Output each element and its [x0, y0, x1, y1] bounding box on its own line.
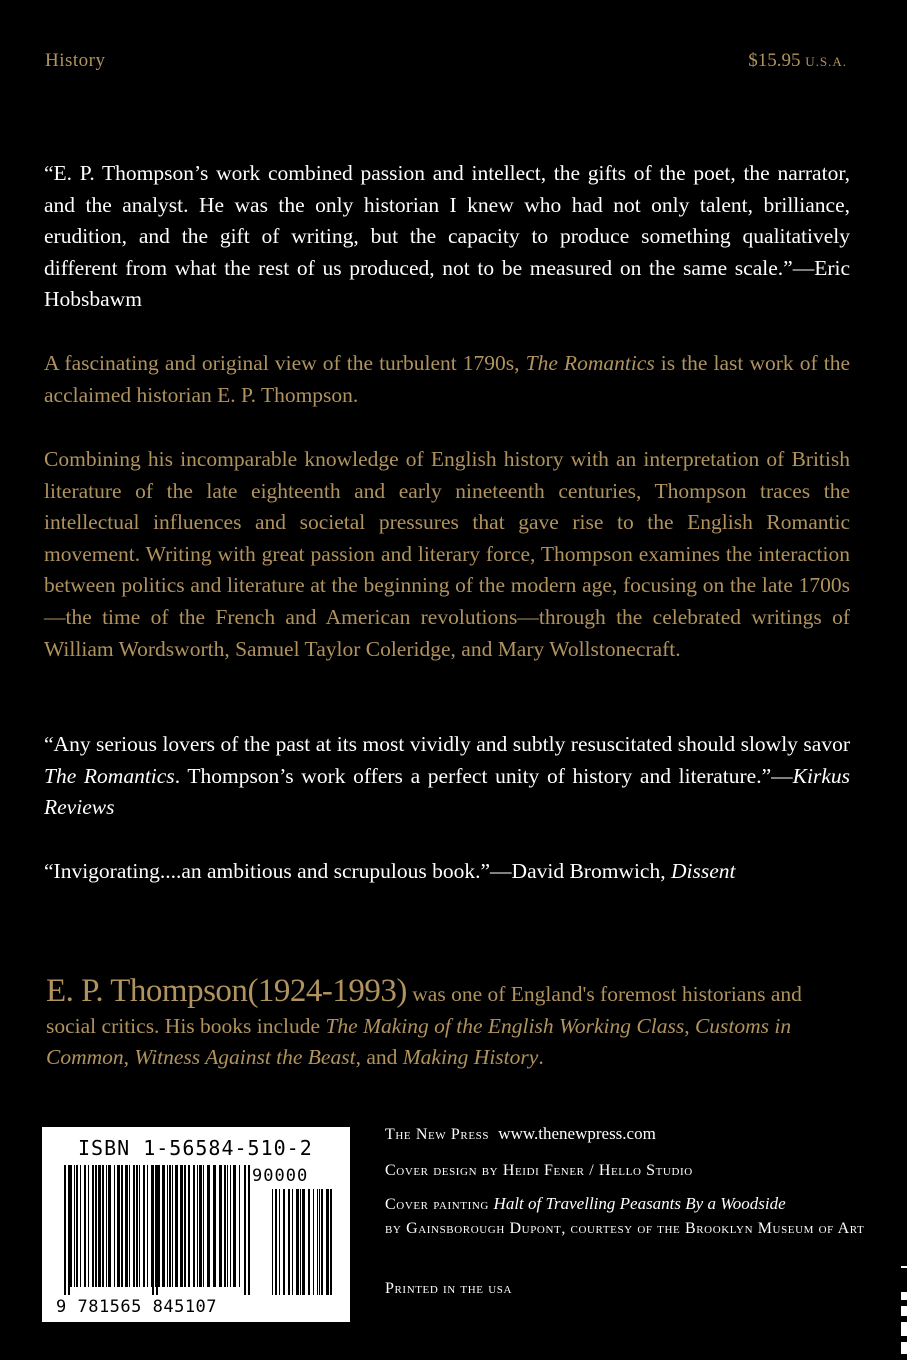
- author-book-1: The Making of the English Working Class: [325, 1013, 685, 1038]
- barcode-guard-bar: [156, 1165, 158, 1295]
- description-intro: [44, 348, 850, 411]
- barcode-bar: [288, 1189, 290, 1295]
- barcode-bar: [326, 1189, 329, 1295]
- book-title: The Romantics: [525, 351, 655, 375]
- barcode-bar: [167, 1165, 168, 1287]
- kirkus-book-title: The Romantics: [44, 763, 175, 788]
- barcode-bar: [139, 1165, 140, 1287]
- barcode-bar: [80, 1165, 81, 1287]
- barcode-bar: [76, 1165, 78, 1287]
- kirkus-quote-after: . Thompson’s work offers a perfect unity of history and literature.”—: [174, 763, 793, 788]
- barcode-bar: [106, 1165, 107, 1287]
- barcode-bar: [169, 1165, 171, 1287]
- barcode-bar: [143, 1165, 145, 1287]
- author-name: E. P. Thompson: [46, 973, 248, 1009]
- barcode-box: [42, 1127, 350, 1322]
- barcode-bar: [188, 1165, 190, 1287]
- hobsbawm-quote: “E. P. Thompson’s work combined passion and intellect, the gifts of the poet, the narrator, and the analyst. He was the only historian I knew who had not only talent, brilliance, erudition, and the gift of writing, but the capacity to produce something qualitatively different from what the rest of us produced, not to be measured on the same scale.”—Eric Hobsbawm: [44, 161, 850, 312]
- barcode-bar: [199, 1165, 202, 1287]
- kirkus-source: Kirkus Reviews: [44, 763, 850, 820]
- barcode-bar: [317, 1189, 318, 1295]
- barcode-guard-bar: [248, 1165, 250, 1295]
- barcode-bar: [114, 1165, 115, 1287]
- barcode-bar: [283, 1189, 285, 1295]
- dissent-quote-text: “Invigorating....an ambitious and scrupulous book.”—David Bromwich,: [44, 859, 671, 883]
- barcode-bar: [158, 1165, 160, 1287]
- barcode-bar: [230, 1165, 231, 1287]
- description-intro-after: is the last work of the acclaimed historian E. P. Thompson.: [44, 351, 850, 407]
- barcode-bar: [313, 1189, 314, 1295]
- barcode-bar: [279, 1189, 280, 1295]
- spine-edge-marks: [899, 1262, 907, 1360]
- author-dates: (1924-1993): [247, 973, 407, 1009]
- barcode-bar: [70, 1165, 72, 1287]
- barcode-guard-bar: [244, 1165, 246, 1295]
- barcode-guard-bar: [68, 1165, 70, 1295]
- barcode-bar: [227, 1165, 228, 1287]
- barcode-bar: [136, 1165, 138, 1287]
- barcode-bar: [74, 1165, 75, 1287]
- barcode-guard-bar: [64, 1165, 66, 1295]
- description-intro-before: A fascinating and original view of the turbulent 1790s,: [44, 351, 526, 375]
- price-value: $15.95: [748, 50, 801, 71]
- barcode-bar: [175, 1165, 178, 1287]
- barcode-bar: [239, 1165, 240, 1287]
- barcode-bar: [147, 1165, 148, 1287]
- addon-number: 90000: [252, 1166, 309, 1186]
- barcode-bar: [308, 1189, 310, 1295]
- description-body: Combining his incomparable knowledge of English history with an interpretation of British literature of the late eighteenth and early nineteenth centuries, Thompson traces the intellectual influences and societal pressures that gave rise to the English Romantic movement. Writing with great passion and literary force, Thompson examines the interaction between politics and literature at the beginning of the modern age, focusing on the late 1700s—the time of the French and American revolutions—through the celebrated writings of William Wordsworth, Samuel Taylor Coleridge, and Mary Wollstonecraft.: [44, 447, 850, 661]
- dissent-quote: [44, 856, 850, 888]
- barcode-bar: [125, 1165, 128, 1287]
- kirkus-quote: [44, 729, 850, 824]
- painting-label: Cover painting: [385, 1196, 494, 1213]
- publisher-credit: [385, 1122, 656, 1147]
- barcode-bar: [162, 1165, 165, 1287]
- barcode-bar: [203, 1165, 204, 1287]
- barcode-bar: [102, 1165, 104, 1287]
- author-end: .: [538, 1045, 544, 1070]
- design-credit: Cover design by Heidi Fener / Hello Studio: [385, 1162, 693, 1179]
- barcode-bar: [197, 1165, 198, 1287]
- category-label: History: [45, 50, 106, 71]
- barcode-bar: [108, 1165, 111, 1287]
- barcode-bar: [330, 1189, 332, 1295]
- barcode-bar: [129, 1165, 130, 1287]
- barcode-bar: [219, 1165, 222, 1287]
- publisher-website: www.thenewpress.com: [498, 1124, 656, 1143]
- barcode-bar: [180, 1165, 183, 1287]
- barcode-bar: [319, 1189, 320, 1295]
- author-sep-3: , and: [355, 1045, 403, 1070]
- barcode-bar: [302, 1189, 305, 1295]
- barcode-bar: [233, 1165, 236, 1287]
- barcode-bar: [98, 1165, 101, 1287]
- barcode-bar: [213, 1165, 216, 1287]
- barcode-bar: [275, 1189, 277, 1295]
- barcode-bar: [88, 1165, 89, 1287]
- painting-credit: [385, 1192, 864, 1241]
- barcode-bar: [95, 1165, 97, 1287]
- dissent-source: Dissent: [670, 859, 736, 883]
- isbn-text: ISBN 1-56584-510-2: [78, 1136, 313, 1160]
- barcode-bar: [193, 1165, 195, 1287]
- barcode-bar: [292, 1189, 293, 1295]
- barcode-bar: [224, 1165, 226, 1287]
- publisher-name: The New Press: [385, 1126, 490, 1143]
- barcode-bar: [172, 1165, 173, 1287]
- author-intro: was one of England's foremost historians and social critics. His books include: [46, 982, 802, 1038]
- barcode-bar: [121, 1165, 123, 1287]
- painting-title: Halt of Travelling Peasants By a Woodside: [493, 1194, 786, 1213]
- barcode-bar: [117, 1165, 120, 1287]
- barcode-bar: [321, 1189, 323, 1295]
- kirkus-quote-before: “Any serious lovers of the past at its most vividly and subtly resuscitated should slowly savor: [44, 732, 850, 756]
- barcode-bar: [207, 1165, 210, 1287]
- painting-attribution: by Gainsborough Dupont, courtesy of the Brooklyn Museum of Art: [385, 1220, 865, 1237]
- author-bio: [46, 973, 852, 1074]
- barcode-bar: [272, 1189, 273, 1295]
- price-region: U.S.A.: [805, 54, 847, 69]
- author-sep-2: ,: [123, 1045, 135, 1070]
- barcode-bar: [133, 1165, 135, 1287]
- barcode-guard-bar: [152, 1165, 154, 1295]
- price-label: [748, 50, 847, 72]
- barcode-bar: [296, 1189, 299, 1295]
- author-book-2: Customs in Common: [46, 1013, 792, 1070]
- author-book-3: Witness Against the Beast: [134, 1045, 356, 1070]
- barcode-bar: [151, 1165, 152, 1287]
- barcode-bar: [84, 1165, 86, 1287]
- printed-credit: Printed in the usa: [385, 1280, 513, 1297]
- barcode-bar: [92, 1165, 94, 1287]
- ean-number: 9 781565 845107: [56, 1297, 218, 1317]
- barcode-bar: [184, 1165, 186, 1287]
- author-book-4: Making History: [402, 1045, 539, 1070]
- author-sep-1: ,: [684, 1013, 695, 1038]
- barcode-bar: [300, 1189, 301, 1295]
